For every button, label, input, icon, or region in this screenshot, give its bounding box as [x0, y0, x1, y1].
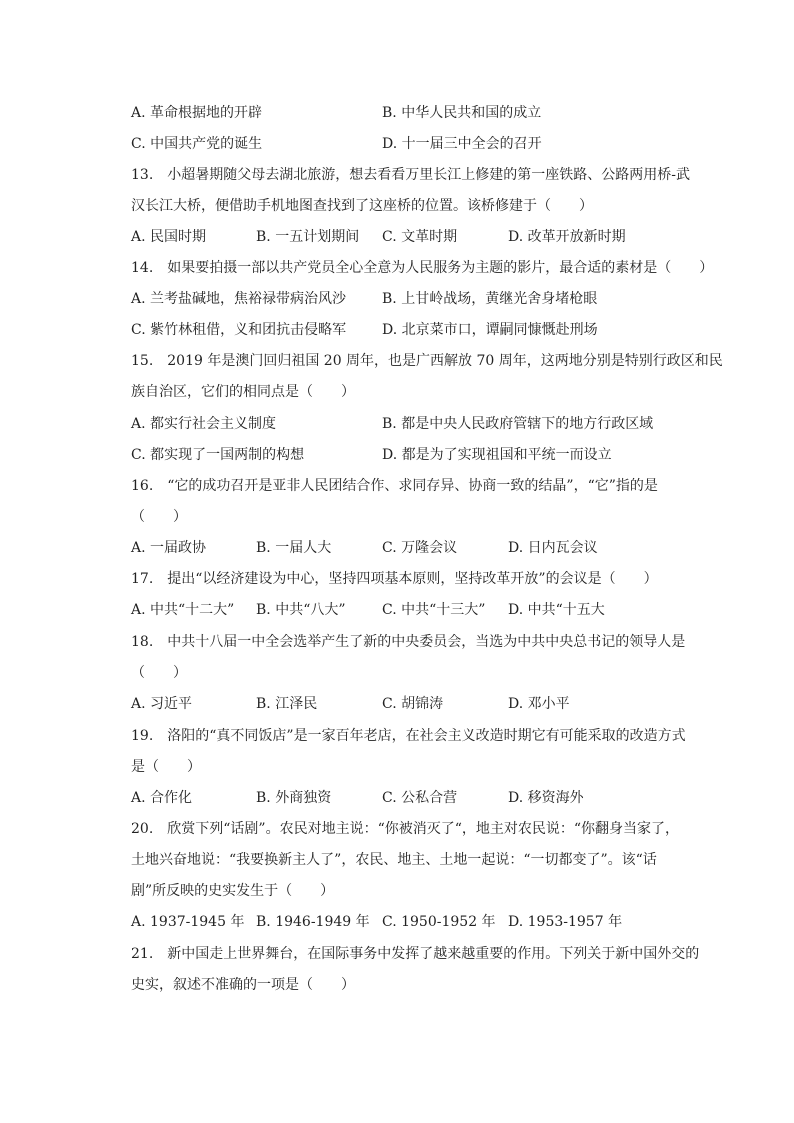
q13-stem-line1: 13. 小超暑期随父母去湖北旅游，想去看看万里长江上修建的第一座铁路、公路两用桥-武	[131, 167, 690, 183]
q20-stem-line1: 20. 欣赏下列“话剧”。农民对地主说：“你被消灭了“，地主对农民说：“你翻身当家了，	[131, 821, 680, 837]
q13-option-a: A. 民国时期	[131, 229, 207, 245]
q17-option-b: B. 中共“八大”	[256, 602, 346, 618]
q20-option-c: C. 1950-1952 年	[382, 914, 496, 930]
q16-option-b: B. 一届人大	[256, 540, 332, 556]
q20-option-d: D. 1953-1957 年	[508, 914, 623, 930]
q12-option-a: A. 革命根据地的开辟	[131, 105, 263, 121]
q17-stem-line1: 17. 提出“以经济建设为中心，坚持四项基本原则，坚持改革开放”的会议是（ ）	[131, 571, 658, 587]
q15-option-c: C. 都实现了一国两制的构想	[131, 447, 305, 463]
q15-option-a: A. 都实行社会主义制度	[131, 416, 277, 432]
q19-stem-line1: 19. 洛阳的“真不同饭店”是一家百年老店，在社会主义改造时期它有可能采取的改造方式	[131, 728, 686, 744]
q14-stem-line1: 14. 如果要拍摄一部以共产党员全心全意为人民服务为主题的影片，最合适的素材是（ ）	[131, 260, 714, 276]
q18-option-b: B. 江泽民	[256, 696, 318, 712]
q17-option-c: C. 中共“十三大”	[382, 602, 486, 618]
q19-option-c: C. 公私合营	[382, 790, 458, 806]
q15-option-b: B. 都是中央人民政府管辖下的地方行政区域	[382, 416, 654, 432]
q13-option-b: B. 一五计划期间	[256, 229, 360, 245]
q13-stem-line2: 汉长江大桥，便借助手机地图查找到了这座桥的位置。该桥修建于（ ）	[131, 198, 593, 214]
q17-option-a: A. 中共“十二大”	[131, 602, 235, 618]
q15-stem-line1: 15. 2019 年是澳门回归祖国 20 周年，也是广西解放 70 周年，这两地分别是特别行政区和民	[131, 353, 723, 369]
q18-stem-line2: （ ）	[131, 665, 187, 681]
q18-option-a: A. 习近平	[131, 696, 193, 712]
q12-option-d: D. 十一届三中全会的召开	[382, 136, 542, 152]
q18-option-c: C. 胡锦涛	[382, 696, 444, 712]
q14-option-c: C. 紫竹林租借，义和团抗击侵略军	[131, 322, 347, 338]
q16-stem-line2: （ ）	[131, 509, 187, 525]
q13-option-c: C. 文革时期	[382, 229, 458, 245]
q18-stem-line1: 18. 中共十八届一中全会选举产生了新的中央委员会，当选为中共中央总书记的领导人是	[131, 634, 686, 650]
q16-option-c: C. 万隆会议	[382, 540, 458, 556]
q20-stem-line3: 剧”所反映的史实发生于（ ）	[131, 883, 335, 899]
q20-stem-line2: 土地兴奋地说：“我要换新主人了”，农民、地主、土地一起说：“一切都变了”。该“话	[131, 852, 657, 868]
q16-option-a: A. 一届政协	[131, 540, 207, 556]
q18-option-d: D. 邓小平	[508, 696, 570, 712]
q15-option-d: D. 都是为了实现祖国和平统一而设立	[382, 447, 612, 463]
q19-option-b: B. 外商独资	[256, 790, 332, 806]
q21-stem-line2: 史实，叙述不准确的一项是（ ）	[131, 977, 355, 993]
q14-option-b: B. 上甘岭战场，黄继光舍身堵枪眼	[382, 291, 598, 307]
q15-stem-line2: 族自治区，它们的相同点是（ ）	[131, 384, 355, 400]
q21-stem-line1: 21. 新中国走上世界舞台，在国际事务中发挥了越来越重要的作用。下列关于新中国外交的	[131, 946, 700, 962]
q16-option-d: D. 日内瓦会议	[508, 540, 598, 556]
q12-option-c: C. 中国共产党的诞生	[131, 136, 263, 152]
q14-option-d: D. 北京菜市口，谭嗣同慷慨赴刑场	[382, 322, 598, 338]
q19-option-a: A. 合作化	[131, 790, 193, 806]
q19-option-d: D. 移资海外	[508, 790, 584, 806]
q14-option-a: A. 兰考盐碱地，焦裕禄带病治风沙	[131, 291, 347, 307]
q20-option-b: B. 1946-1949 年	[256, 914, 370, 930]
q19-stem-line2: 是（ ）	[131, 759, 201, 775]
q13-option-d: D. 改革开放新时期	[508, 229, 626, 245]
q12-option-b: B. 中华人民共和国的成立	[382, 105, 542, 121]
q20-option-a: A. 1937-1945 年	[131, 914, 245, 930]
q17-option-d: D. 中共“十五大	[508, 602, 605, 618]
q16-stem-line1: 16. “它的成功召开是亚非人民团结合作、求同存异、协商一致的结晶”，“它”指的是	[131, 478, 658, 494]
